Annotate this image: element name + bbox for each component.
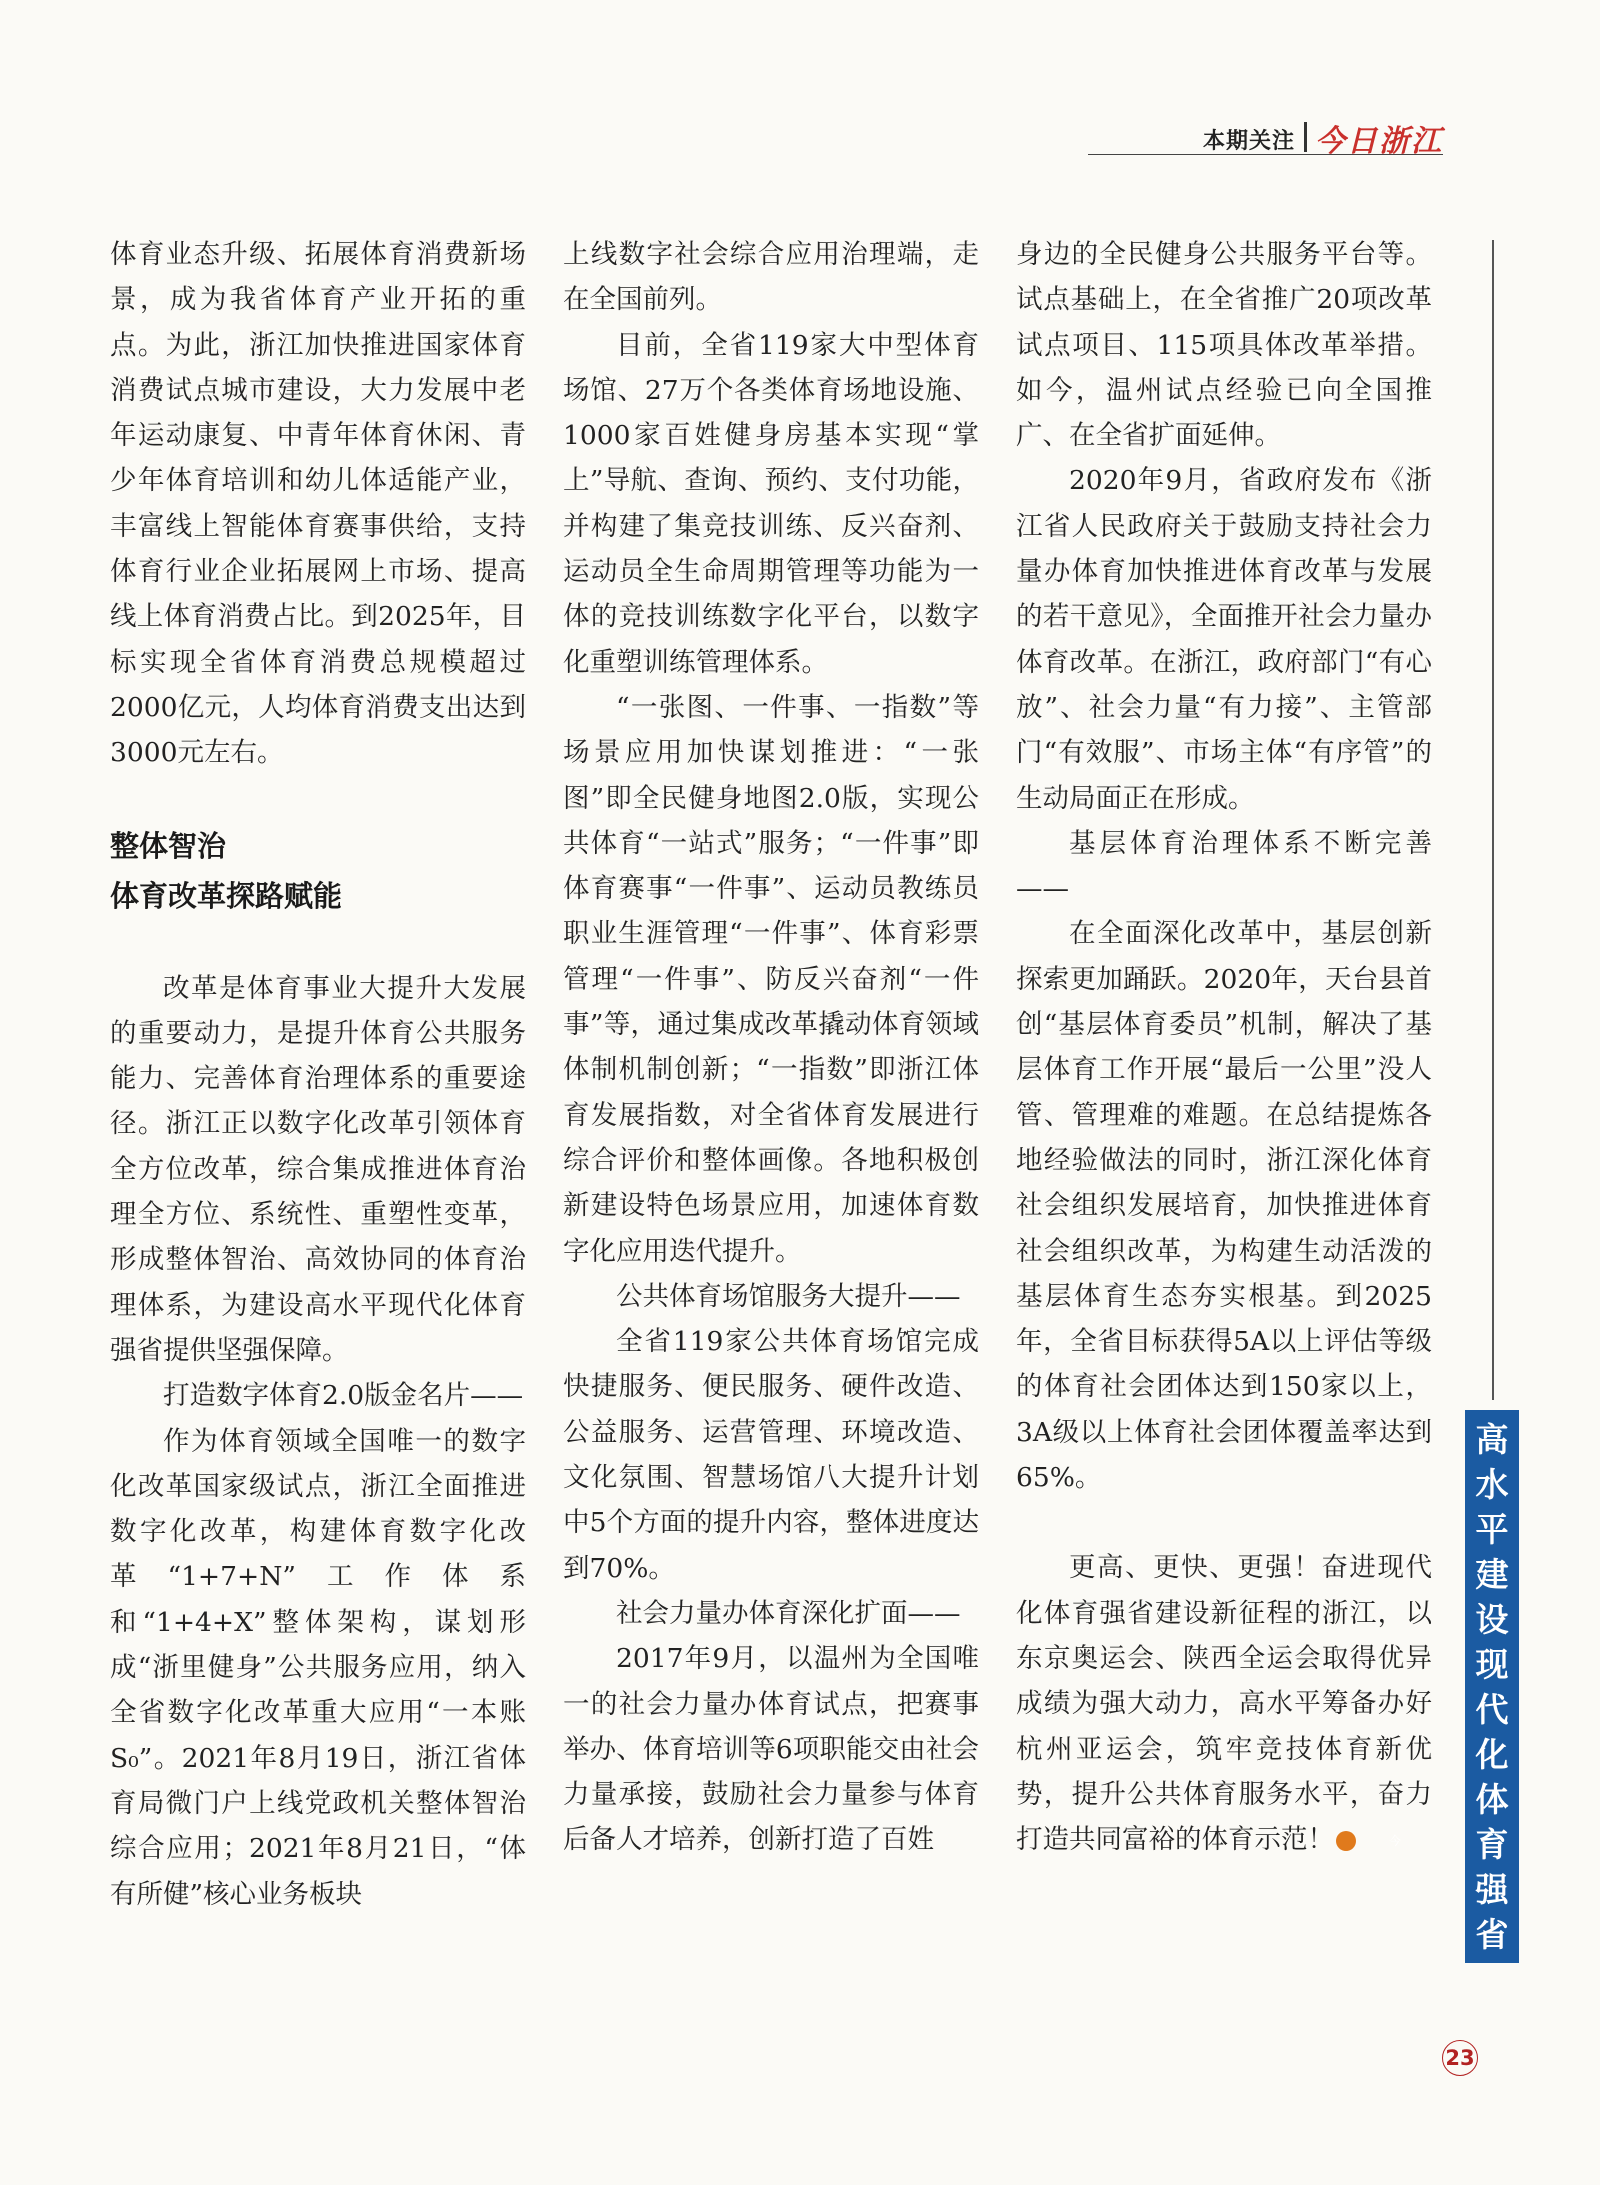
banner-char: 水 (1475, 1464, 1509, 1504)
paragraph: 全省119家公共体育场馆完成快捷服务、便民服务、硬件改造、公益服务、运营管理、环境改造、文化氛围、智慧场馆八大提升计划中5个方面的提升内容，整体进度达到70%。 (563, 1326, 979, 1584)
end-mark-icon: 今 (1336, 1831, 1356, 1851)
paragraph: 上线数字社会综合应用治理端，走在全国前列。 (563, 239, 979, 316)
page-number: 23 (1442, 2040, 1478, 2076)
header-divider (1304, 122, 1307, 152)
section-heading-line-2: 体育改革探路赋能 (110, 878, 343, 913)
banner-char: 现 (1475, 1644, 1509, 1684)
paragraph: 作为体育领域全国唯一的数字化改革国家级试点，浙江全面推进数字化改革，构建体育数字化改革“1+7+N”工作体系和“1+4+X”整体架构，谋划形成“浙里健身”公共服务应用，纳入全省数字化改革重大应用“一本账S₀”。2021年8月19日，浙江省体育局微门户上线党政机关整体智治综合应用；2021年8月21日，“体有所健”核心业务板块 (110, 1425, 526, 1910)
column-1 (110, 232, 526, 1917)
subheading: 社会力量办体育深化扩面—— (616, 1597, 961, 1629)
banner-char: 平 (1475, 1509, 1509, 1549)
column-2 (563, 232, 979, 1863)
subheading: 基层体育治理体系不断完善—— (1016, 827, 1432, 905)
paragraph: 体育业态升级、拓展体育消费新场景，成为我省体育产业开拓的重点。为此，浙江加快推进国家体育消费试点城市建设，大力发展中老年运动康复、中青年体育休闲、青少年体育培训和幼儿体适能产业，丰富线上智能体育赛事供给，支持体育行业企业拓展网上市场、提高线上体育消费占比。到2025年，目标实现全省体育消费总规模超过2000亿元，人均体育消费支出达到3000元左右。 (110, 239, 526, 769)
spacer (1016, 1500, 1432, 1545)
banner-char: 体 (1475, 1779, 1509, 1819)
paragraph: 在全面深化改革中，基层创新探索更加踊跃。2020年，天台县首创“基层体育委员”机制，解决了基层体育工作开展“最后一公里”没人管、管理难的难题。在总结提炼各地经验做法的同时，浙江深化体育社会组织发展培育，加快推进体育社会组织改革，为构建生动活泼的基层体育生态夯实根基。到2025年，全省目标获得5A以上评估等级的体育社会团体达到150家以上，3A级以上体育社会团体覆盖率达到65%。 (1016, 918, 1432, 1494)
magazine-logo: 今日浙江 (1315, 124, 1443, 159)
paragraph: 2017年9月，以温州为全国唯一的社会力量办体育试点，把赛事举办、体育培训等6项职能交由社会力量承接，鼓励社会力量参与体育后备人才培养，创新打造了百姓 (563, 1643, 979, 1856)
paragraph: 改革是体育事业大提升大发展的重要动力，是提升体育公共服务能力、完善体育治理体系的重要途径。浙江正以数字化改革引领体育全方位改革，综合集成推进体育治理全方位、系统性、重塑性变革，形成整体智治、高效协同的体育治理体系，为建设高水平现代化体育强省提供坚强保障。 (110, 972, 526, 1366)
paragraph: 目前，全省119家大中型体育场馆、27万个各类体育场地设施、1000家百姓健身房基本实现“掌上”导航、查询、预约、支付功能，并构建了集竞技训练、反兴奋剂、运动员全生命周期管理等功能为一体的竞技训练数字化平台，以数字化重塑训练管理体系。 (563, 329, 979, 678)
banner-char: 强 (1475, 1869, 1509, 1909)
banner-char: 设 (1475, 1599, 1509, 1639)
banner-char: 建 (1475, 1554, 1509, 1594)
banner-char: 省 (1475, 1914, 1509, 1954)
banner-char: 高 (1475, 1419, 1509, 1459)
paragraph: 2020年9月，省政府发布《浙江省人民政府关于鼓励支持社会力量办体育加快推进体育改革与发展的若干意见》，全面推开社会力量办体育改革。在浙江，政府部门“有心放”、社会力量“有力接”、主管部门“有效服”、市场主体“有序管”的生动局面正在形成。 (1016, 465, 1432, 814)
banner-char: 化 (1475, 1734, 1509, 1774)
subheading: 打造数字体育2.0版金名片—— (163, 1380, 524, 1412)
vertical-title-banner (1465, 1410, 1519, 1963)
closing-paragraph (1016, 1545, 1432, 1862)
spacer (110, 921, 526, 966)
banner-char: 代 (1475, 1689, 1509, 1729)
section-label: 本期关注 (1202, 129, 1295, 154)
paragraph: “一张图、一件事、一指数”等场景应用加快谋划推进：“一张图”即全民健身地图2.0版，实现公共体育“一站式”服务；“一件事”即体育赛事“一件事”、运动员教练员职业生涯管理“一件事”、体育彩票管理“一件事”、防反兴奋剂“一件事”等，通过集成改革撬动体育领域体制机制创新；“一指数”即浙江体育发展指数，对全省体育发展进行综合评价和整体画像。各地积极创新建设特色场景应用，加速体育数字化应用迭代提升。 (563, 691, 979, 1267)
vertical-rule (1492, 240, 1494, 1400)
column-3 (1016, 232, 1432, 1862)
paragraph: 身边的全民健身公共服务平台等。试点基础上，在全省推广20项改革试点项目、115项具体改革举措。如今，温州试点经验已向全国推广、在全省扩面延伸。 (1016, 239, 1432, 452)
page-header (1088, 118, 1443, 159)
section-heading-line-1: 整体智治 (110, 828, 227, 863)
subheading: 公共体育场馆服务大提升—— (616, 1280, 961, 1312)
closing-text: 更高、更快、更强！奋进现代化体育强省建设新征程的浙江，以东京奥运会、陕西全运会取得优异成绩为强大动力，高水平筹备办好杭州亚运会，筑牢竞技体育新优势，提升公共体育服务水平，奋力打造共同富裕的体育示范！ (1016, 1552, 1432, 1856)
spacer (110, 776, 526, 821)
banner-char: 育 (1475, 1824, 1509, 1864)
